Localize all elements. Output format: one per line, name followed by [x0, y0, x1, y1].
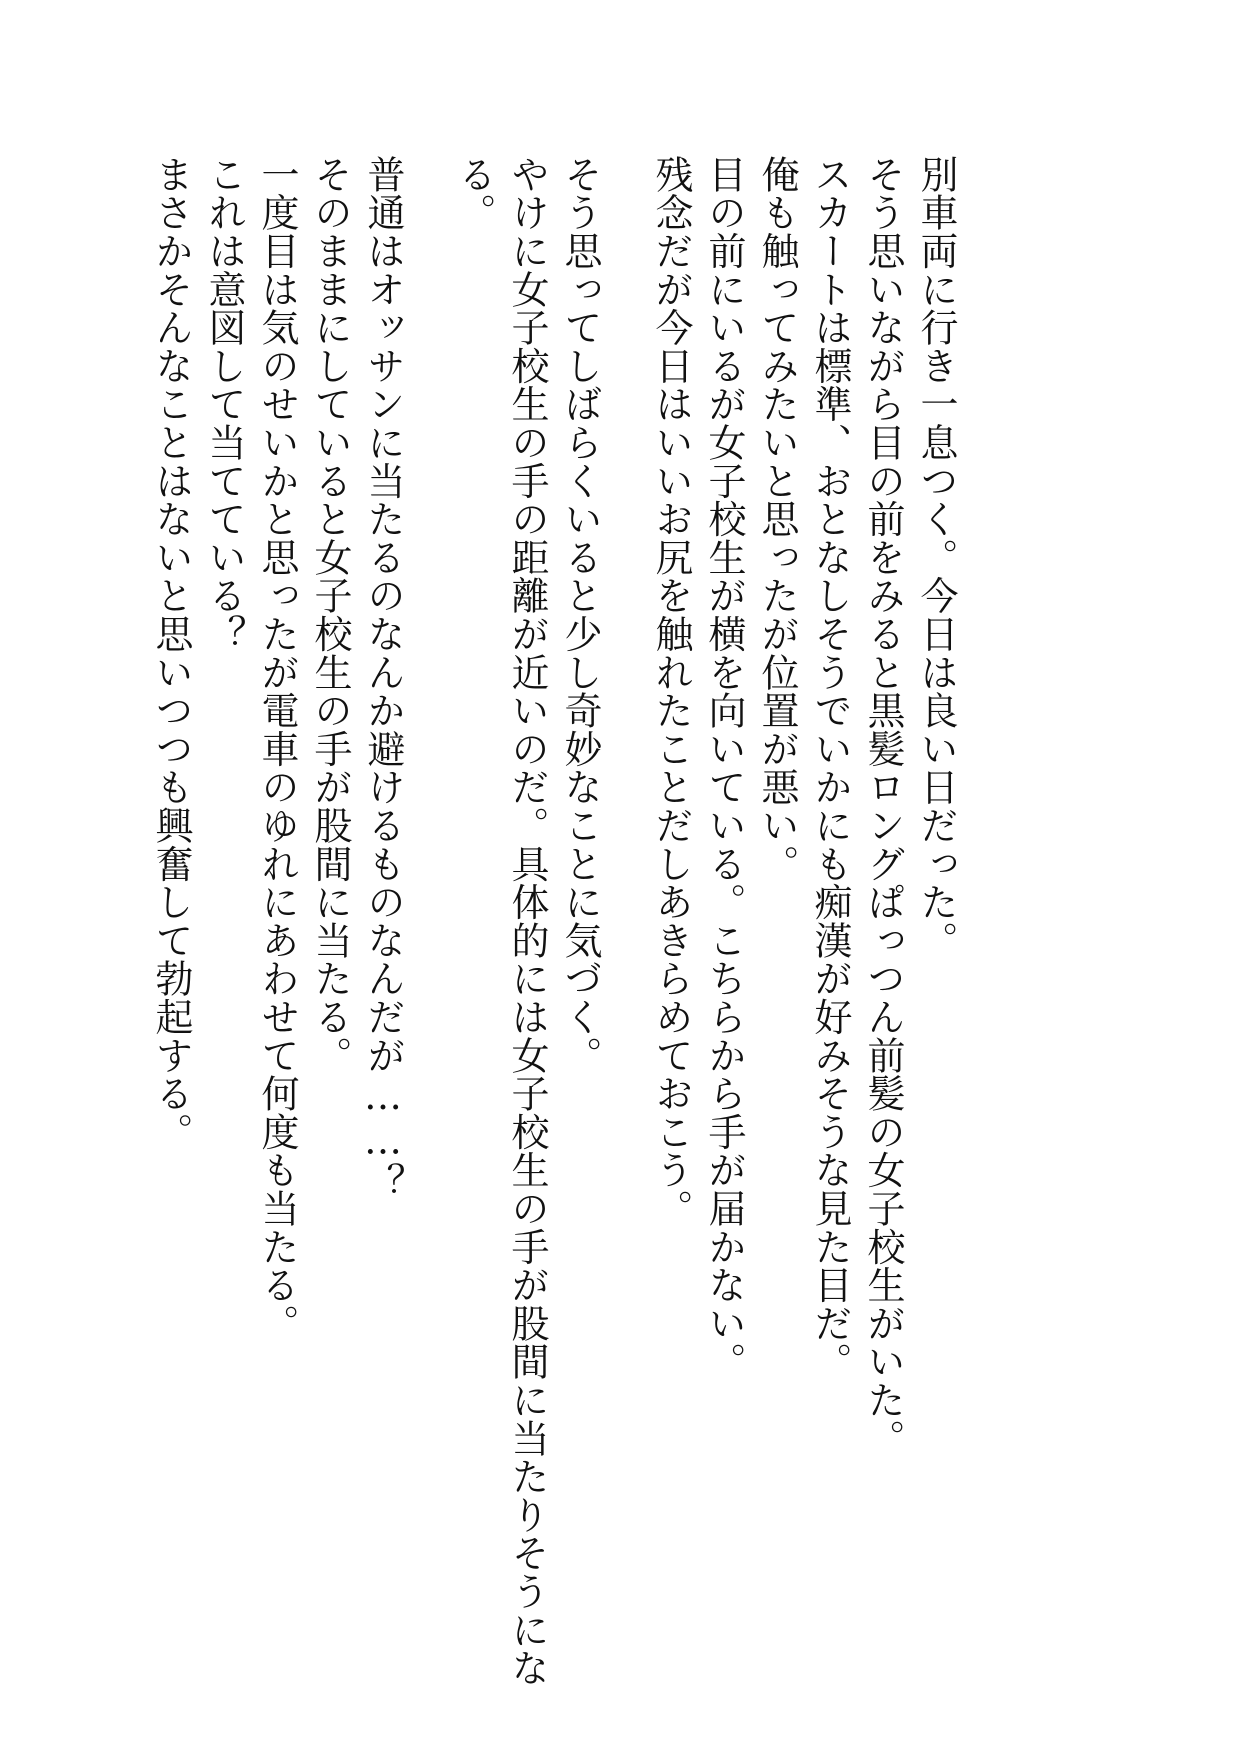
- text-line: 残念だが今日はいいお尻を触れたことだしあきらめておこう。: [649, 155, 693, 1228]
- vertical-text-body: [144, 155, 962, 1687]
- text-line: スカートは標準、おとなしそうでいかにも痴漢が好みそうな見た目だ。: [808, 155, 852, 1381]
- text-line: 別車両に行き一息つく。今日は良い日だった。: [914, 155, 958, 960]
- blank-line: [606, 155, 644, 1595]
- text-line: る。: [452, 155, 496, 232]
- text-line: そう思ってしばらくいると少し奇妙なことに気づく。: [558, 155, 602, 1075]
- text-line: 普通はオッサンに当たるのなんか避けるものなんだが……？: [361, 155, 405, 1202]
- text-line: そのままにしていると女子校生の手が股間に当たる。: [308, 155, 352, 1075]
- text-line: やけに女子校生の手の距離が近いのだ。具体的には女子校生の手が股間に当たりそうにな: [505, 155, 549, 1687]
- text-line: 俺も触ってみたいと思ったが位置が悪い。: [755, 155, 799, 883]
- text-line: これは意図して当てている？: [202, 155, 246, 653]
- text-line: そう思いながら目の前をみると黒髪ロングぱっつん前髪の女子校生がいた。: [861, 155, 905, 1458]
- text-line: まさかそんなことはないと思いつつも興奮して勃起する。: [149, 155, 193, 1151]
- text-line: 目の前にいるが女子校生が横を向いている。こちらから手が届かない。: [702, 155, 746, 1381]
- blank-line: [409, 155, 447, 1595]
- text-line: 一度目は気のせいかと思ったが電車のゆれにあわせて何度も当たる。: [255, 155, 299, 1343]
